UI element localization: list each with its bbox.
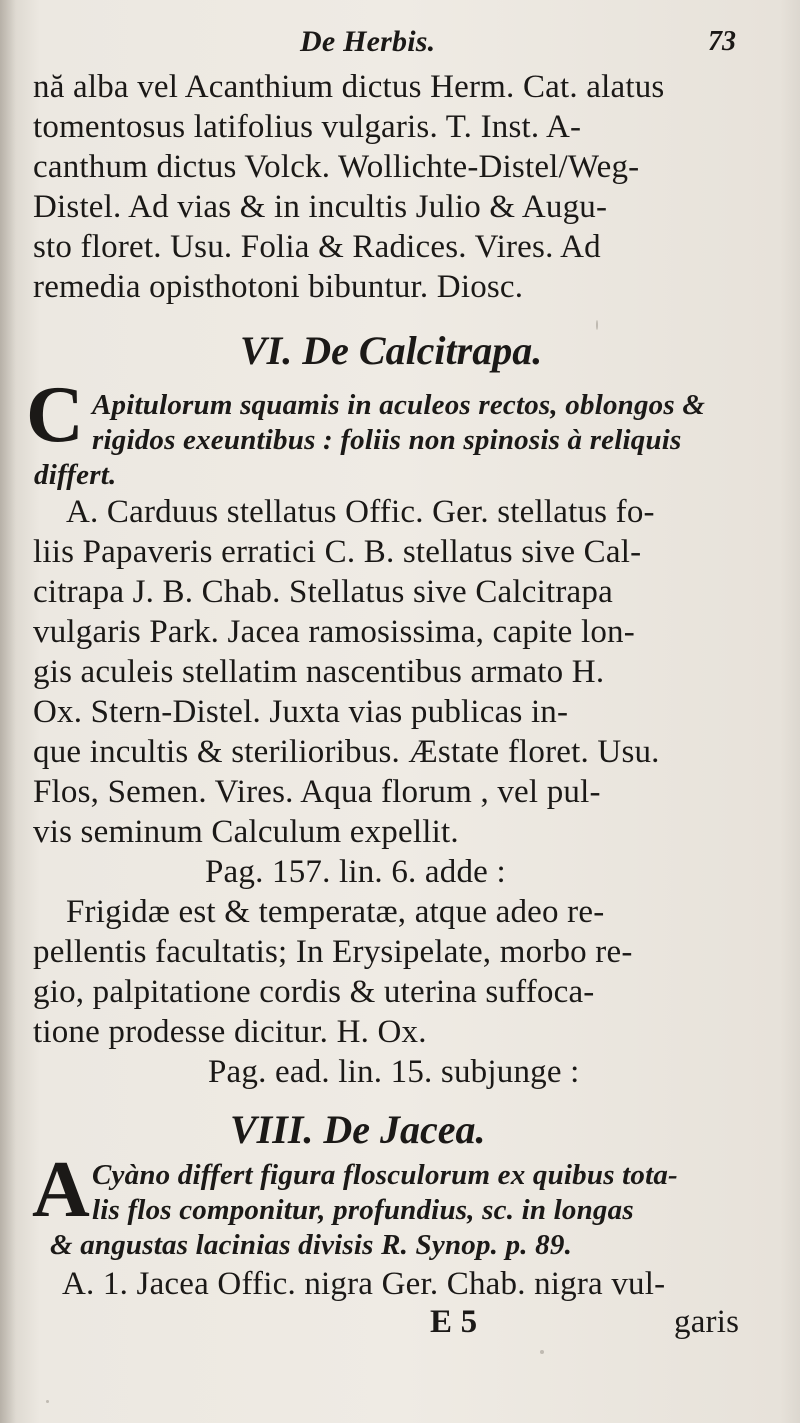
jacea-intro-1: Cyàno differt figura flosculorum ex quibus tota- (92, 1159, 678, 1191)
paper-speck (596, 320, 598, 330)
running-header: De Herbis. (300, 25, 436, 58)
calcitrapa-line-9: vis seminum Calculum expellit. (33, 814, 459, 850)
catchword: garis (674, 1304, 740, 1340)
calcitrapa-line-8: Flos, Semen. Vires. Aqua florum , vel pul- (33, 774, 601, 810)
calcitrapa-line-4: vulgaris Park. Jacea ramosissima, capite lon- (33, 614, 635, 650)
calcitrapa-line-1: A. Carduus stellatus Offic. Ger. stellatus fo- (66, 494, 655, 530)
calcitrapa-line-2: liis Papaveris erratici C. B. stellatus sive Cal- (33, 534, 642, 570)
calcitrapa-line-14: tione prodesse dicitur. H. Ox. (33, 1014, 427, 1050)
section-title-calcitrapa: VI. De Calcitrapa. (240, 328, 543, 373)
jacea-intro-3: & angustas lacinias divisis R. Synop. p. 89. (50, 1229, 573, 1261)
calcitrapa-line-5: gis aculeis stellatim nascentibus armato H. (33, 654, 605, 690)
body-line-2: tomentosus latifolius vulgaris. T. Inst. A- (33, 109, 582, 145)
paper-speck (46, 1400, 49, 1403)
calcitrapa-line-3: citrapa J. B. Chab. Stellatus sive Calcitrapa (33, 574, 613, 610)
paper-speck (540, 1350, 544, 1354)
calcitrapa-line-11: Frigidæ est & temperatæ, atque adeo re- (66, 894, 605, 930)
calcitrapa-line-13: gio, palpitatione cordis & uterina suffoca- (33, 974, 595, 1010)
dropcap-c: C (26, 371, 84, 459)
calcitrapa-line-7: que incultis & sterilioribus. Æstate floret. Usu. (33, 734, 660, 770)
page-number: 73 (708, 26, 736, 57)
calcitrapa-line-6: Ox. Stern-Distel. Juxta vias publicas in- (33, 694, 569, 730)
jacea-line-1: A. 1. Jacea Offic. nigra Ger. Chab. nigra vul- (62, 1266, 666, 1302)
body-line-4: Distel. Ad vias & in incultis Julio & Augu- (33, 189, 608, 225)
page-ref-157: Pag. 157. lin. 6. adde : (205, 854, 506, 890)
calcitrapa-intro-2: rigidos exeuntibus : foliis non spinosis à reliquis (92, 424, 682, 456)
calcitrapa-intro-1: Apitulorum squamis in aculeos rectos, oblongos & (92, 389, 706, 421)
page-ref-ead: Pag. ead. lin. 15. subjunge : (208, 1054, 580, 1090)
jacea-intro-2: lis flos componitur, profundius, sc. in longas (92, 1194, 634, 1226)
signature-mark: E 5 (430, 1304, 478, 1340)
calcitrapa-line-12: pellentis facultatis; In Erysipelate, morbo re- (33, 934, 633, 970)
dropcap-a: A (32, 1146, 90, 1234)
calcitrapa-intro-3: differt. (34, 459, 117, 491)
section-title-jacea: VIII. De Jacea. (230, 1107, 486, 1152)
body-line-6: remedia opisthotoni bibuntur. Diosc. (33, 269, 524, 305)
body-line-1: nă alba vel Acanthium dictus Herm. Cat. alatus (33, 69, 665, 105)
body-line-3: canthum dictus Volck. Wollichte-Distel/Weg- (33, 149, 640, 185)
body-line-5: sto floret. Usu. Folia & Radices. Vires. Ad (33, 229, 601, 265)
